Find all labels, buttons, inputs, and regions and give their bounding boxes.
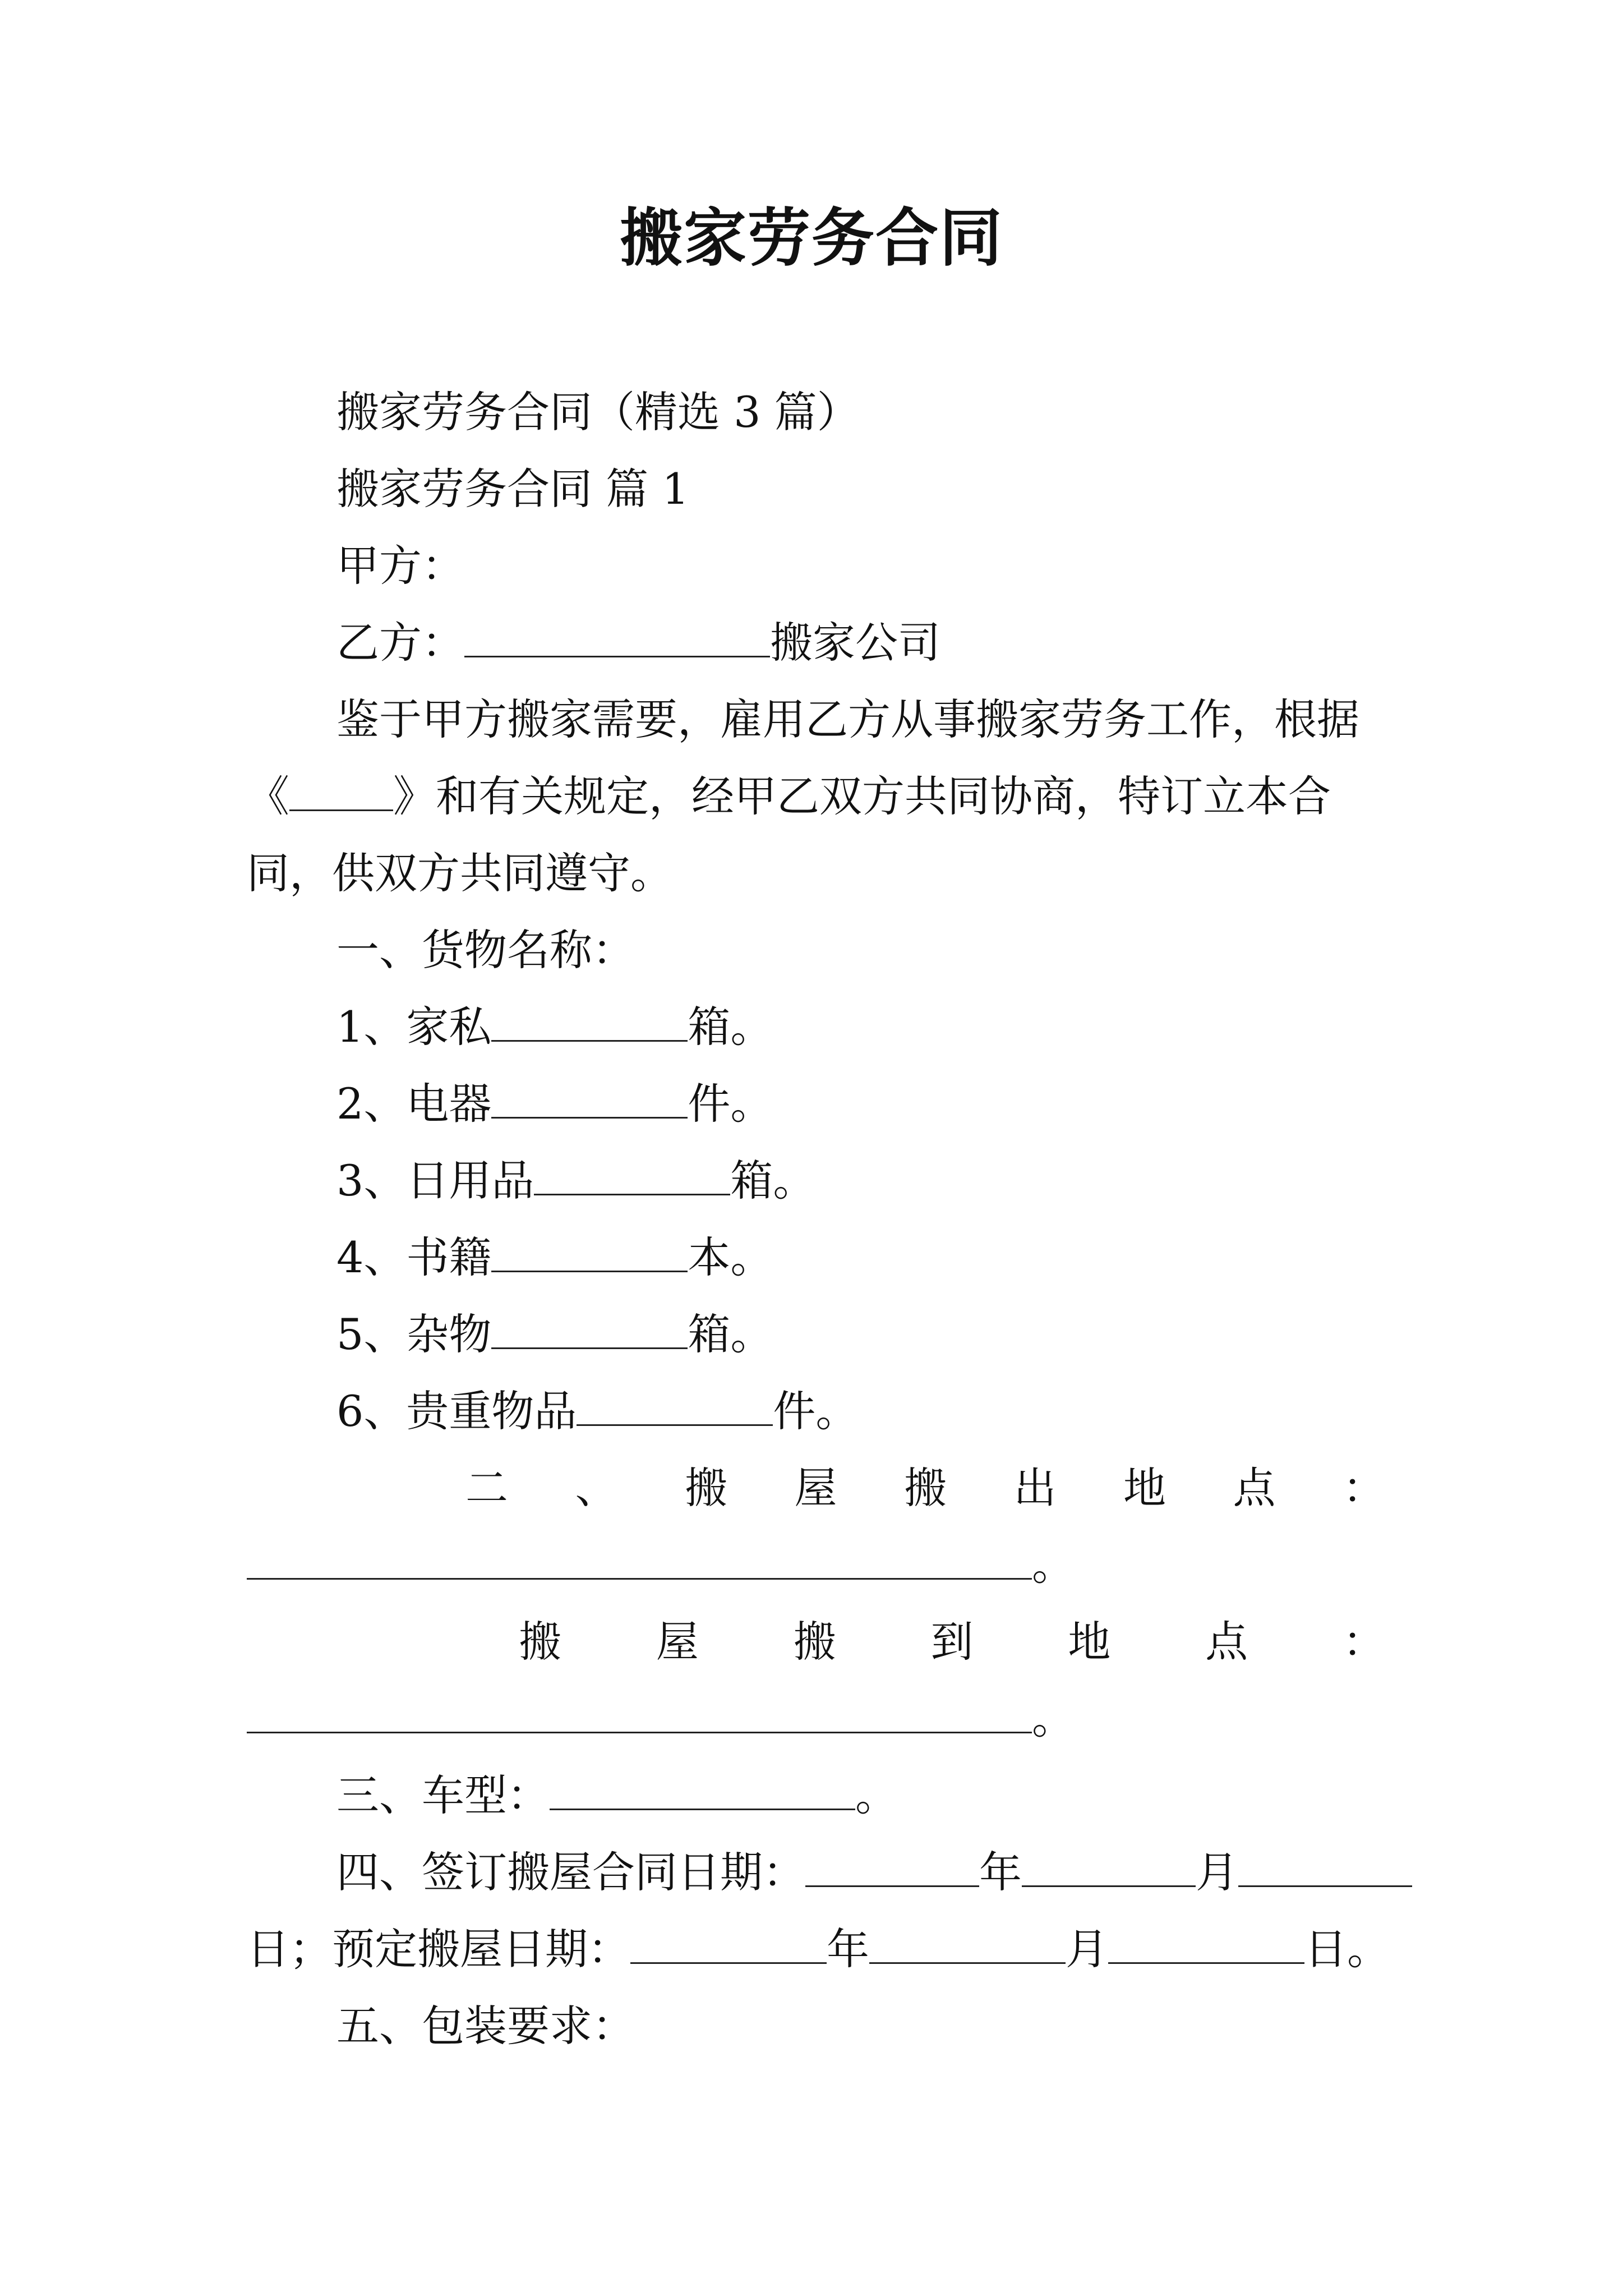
goods-item-unit: 本。 (688, 1232, 773, 1282)
move-in-char: ： (1342, 1617, 1385, 1667)
section-heading: 搬家劳务合同 篇 1 (336, 464, 689, 514)
sign-month-blank[interactable] (1022, 1845, 1196, 1887)
goods-item-unit: 箱。 (730, 1156, 816, 1205)
law-name-blank[interactable] (289, 769, 393, 811)
vehicle-label: 三、车型： (336, 1770, 550, 1820)
packing-heading: 五、包装要求： (336, 2001, 635, 2051)
party-b-suffix: 搬家公司 (770, 618, 940, 668)
move-in-char: 地 (1068, 1617, 1111, 1667)
move-month-blank[interactable] (869, 1922, 1066, 1964)
goods-item (336, 1076, 773, 1132)
move-in-char: 搬 (793, 1617, 836, 1667)
goods-item-unit: 件。 (773, 1386, 859, 1436)
intro-open-bracket: 《 (247, 771, 289, 821)
goods-item-label: 6、贵重物品 (336, 1386, 577, 1436)
intro-line-2-text: 》和有关规定，经甲乙双方共同协商，特订立本合 (393, 771, 1331, 821)
move-in-char: 屋 (656, 1617, 699, 1667)
goods-item (336, 1383, 858, 1439)
move-out-char: 搬 (904, 1463, 947, 1513)
move-in-label (519, 1614, 1385, 1670)
move-out-address-blank[interactable] (247, 1538, 1032, 1580)
day-end-label: 日。 (1304, 1924, 1390, 1974)
party-b-line (336, 615, 940, 671)
move-out-char: 二 (465, 1463, 508, 1513)
move-out-char: 屋 (794, 1463, 837, 1513)
goods-item-label: 3、日用品 (336, 1156, 534, 1205)
goods-item-blank[interactable] (534, 1153, 730, 1195)
sign-day-blank[interactable] (1238, 1845, 1412, 1887)
goods-item-label: 1、家私 (336, 1002, 492, 1052)
move-out-char: 出 (1013, 1463, 1057, 1513)
subtitle: 搬家劳务合同（精选 3 篇） (336, 387, 860, 437)
move-in-char: 搬 (519, 1617, 561, 1667)
move-in-char: 到 (930, 1617, 974, 1667)
vehicle-line (336, 1768, 898, 1824)
goods-item-label: 5、杂物 (336, 1309, 492, 1359)
intro-line-2 (247, 769, 1331, 825)
vehicle-blank[interactable] (550, 1768, 855, 1810)
goods-item-label: 4、书籍 (336, 1232, 492, 1282)
move-day-blank[interactable] (1108, 1922, 1304, 1964)
move-out-address-line (247, 1537, 1075, 1593)
goods-item (336, 999, 773, 1055)
move-date-label: 日；预定搬屋日期： (247, 1924, 630, 1974)
goods-item-blank[interactable] (491, 1307, 688, 1349)
goods-item (336, 1306, 773, 1363)
move-in-address-blank[interactable] (247, 1691, 1032, 1733)
move-in-char: 点 (1205, 1617, 1248, 1667)
move-out-period: 。 (1032, 1540, 1075, 1590)
move-out-char: ： (1343, 1463, 1385, 1513)
sign-date-label: 四、签订搬屋合同日期： (336, 1847, 805, 1897)
move-out-label (465, 1460, 1385, 1516)
move-in-period: 。 (1032, 1694, 1075, 1743)
party-b-label: 乙方： (336, 618, 464, 668)
intro-line-3: 同，供双方共同遵守。 (247, 848, 673, 898)
year-label: 年 (827, 1924, 869, 1974)
sign-date-line (336, 1844, 1412, 1901)
move-out-char: 地 (1123, 1463, 1166, 1513)
document-title: 搬家劳务合同 (620, 201, 1003, 275)
year-label: 年 (979, 1847, 1022, 1897)
goods-item-unit: 箱。 (688, 1309, 773, 1359)
goods-heading: 一、货物名称： (336, 925, 635, 975)
goods-item (336, 1230, 773, 1286)
vehicle-period: 。 (855, 1770, 898, 1820)
intro-line-1: 鉴于甲方搬家需要，雇用乙方从事搬家劳务工作，根据 (336, 694, 1359, 744)
move-date-line (247, 1921, 1390, 1977)
goods-item-unit: 件。 (688, 1079, 773, 1129)
month-label: 月 (1196, 1847, 1238, 1897)
move-out-char: 、 (575, 1463, 618, 1513)
goods-item-blank[interactable] (491, 1076, 688, 1119)
move-in-address-line (247, 1691, 1075, 1747)
goods-item-unit: 箱。 (688, 1002, 773, 1052)
move-year-blank[interactable] (630, 1922, 827, 1964)
goods-item-blank[interactable] (491, 1000, 688, 1042)
goods-item-label: 2、电器 (336, 1079, 492, 1129)
goods-item-blank[interactable] (577, 1384, 773, 1426)
goods-item (336, 1153, 815, 1209)
move-out-char: 点 (1233, 1463, 1276, 1513)
move-out-char: 搬 (685, 1463, 727, 1513)
party-a-line: 甲方： (336, 541, 464, 591)
sign-year-blank[interactable] (805, 1845, 979, 1887)
goods-item-blank[interactable] (491, 1230, 688, 1272)
month-label: 月 (1066, 1924, 1108, 1974)
party-b-blank[interactable] (464, 615, 770, 657)
